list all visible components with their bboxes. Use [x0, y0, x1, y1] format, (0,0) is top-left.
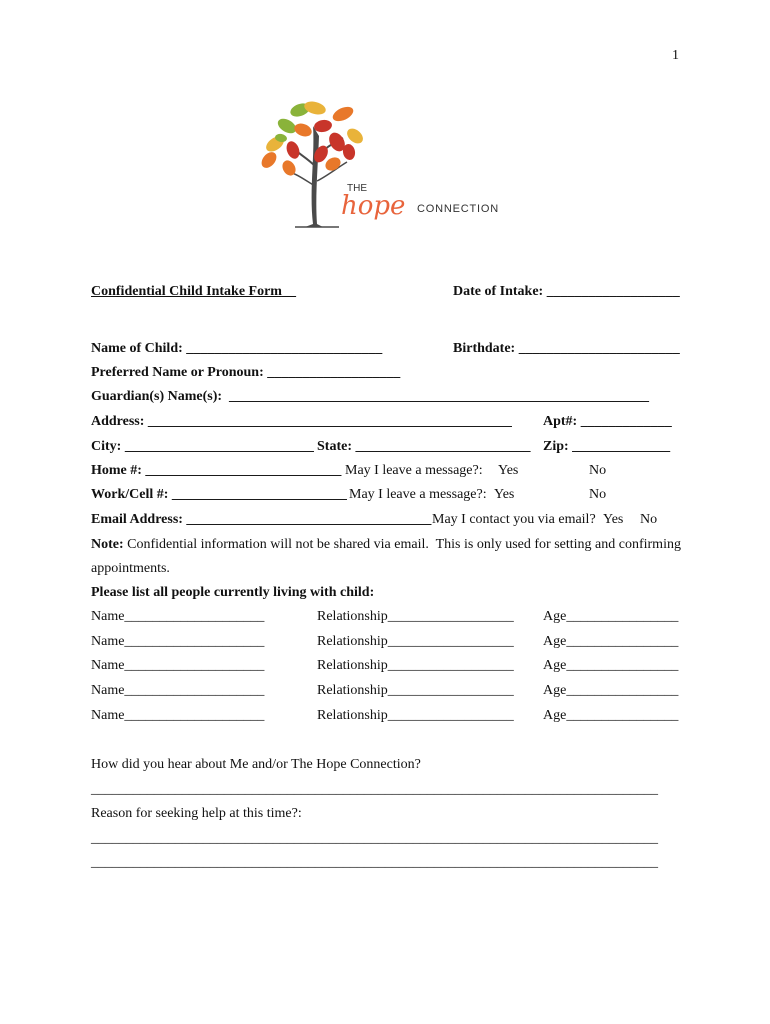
household-relationship-1[interactable]: Relationship__________________: [317, 609, 514, 624]
home-message-yes[interactable]: Yes: [498, 463, 519, 478]
logo-hope: hope: [341, 191, 406, 221]
address-field[interactable]: Address: ____________________________________________________: [91, 414, 512, 429]
child-name-field[interactable]: Name of Child: ____________________________: [91, 341, 383, 356]
hear-about-answer-line[interactable]: _________________________________________________________________________________: [91, 782, 658, 797]
household-name-5[interactable]: Name____________________: [91, 708, 265, 723]
work-message-yes[interactable]: Yes: [494, 487, 515, 502]
note-line-1: [91, 537, 681, 553]
household-relationship-4[interactable]: Relationship__________________: [317, 683, 514, 698]
preferred-name-field[interactable]: Preferred Name or Pronoun: ___________________: [91, 365, 401, 380]
page-number: 1: [672, 48, 679, 63]
email-contact-yes[interactable]: Yes: [603, 512, 624, 527]
home-message-question: May I leave a message?:: [345, 463, 483, 478]
home-phone-field[interactable]: Home #: ____________________________: [91, 463, 342, 478]
reason-question: Reason for seeking help at this time?:: [91, 806, 302, 821]
date-of-intake-label: Date of Intake:: [453, 284, 544, 299]
note-text: Confidential information will not be shared via email. This is only used for setting and confirming: [123, 537, 681, 552]
form-title-blank: __: [281, 284, 296, 299]
form-title-row: [91, 284, 296, 300]
hope-connection-logo: [255, 96, 530, 246]
birthdate-field[interactable]: Birthdate: _______________________: [453, 341, 680, 356]
household-age-3[interactable]: Age________________: [543, 658, 679, 673]
date-of-intake-blank[interactable]: ___________________: [546, 284, 680, 299]
logo-connection: CONNECTION: [417, 203, 499, 215]
note-label: Note:: [91, 537, 124, 552]
work-message-no[interactable]: No: [589, 487, 607, 502]
tree-trunk: [305, 126, 323, 227]
work-message-question: May I leave a message?:: [349, 487, 487, 502]
guardians-field[interactable]: Guardian(s) Name(s): ____________________________________________________________: [91, 389, 650, 404]
household-relationship-5[interactable]: Relationship__________________: [317, 708, 514, 723]
household-heading: Please list all people currently living with child:: [91, 585, 375, 600]
form-title: Confidential Child Intake Form: [91, 284, 282, 299]
household-relationship-3[interactable]: Relationship__________________: [317, 658, 514, 673]
email-field[interactable]: Email Address: ___________________________________: [91, 512, 432, 527]
household-name-2[interactable]: Name____________________: [91, 634, 265, 649]
city-field[interactable]: City: ___________________________: [91, 439, 314, 454]
email-contact-no[interactable]: No: [640, 512, 658, 527]
household-relationship-2[interactable]: Relationship__________________: [317, 634, 514, 649]
note-line-2: appointments.: [91, 561, 170, 576]
household-name-4[interactable]: Name____________________: [91, 683, 265, 698]
hear-about-question: How did you hear about Me and/or The Hope Connection?: [91, 757, 421, 772]
apt-field[interactable]: Apt#: _____________: [543, 414, 672, 429]
zip-field[interactable]: Zip: ______________: [543, 439, 671, 454]
reason-answer-line-2[interactable]: _________________________________________________________________________________: [91, 855, 658, 870]
tree-leaves: [259, 99, 366, 178]
household-age-5[interactable]: Age________________: [543, 708, 679, 723]
home-message-no[interactable]: No: [589, 463, 607, 478]
household-age-4[interactable]: Age________________: [543, 683, 679, 698]
logo-the: THE: [347, 183, 367, 194]
email-contact-question: May I contact you via email?: [432, 512, 596, 527]
reason-answer-line-1[interactable]: _________________________________________________________________________________: [91, 831, 658, 846]
household-name-3[interactable]: Name____________________: [91, 658, 265, 673]
household-age-2[interactable]: Age________________: [543, 634, 679, 649]
work-phone-field[interactable]: Work/Cell #: _________________________: [91, 487, 347, 502]
date-of-intake-row[interactable]: [453, 284, 680, 300]
household-age-1[interactable]: Age________________: [543, 609, 679, 624]
household-name-1[interactable]: Name____________________: [91, 609, 265, 624]
state-field[interactable]: State: _________________________: [317, 439, 531, 454]
